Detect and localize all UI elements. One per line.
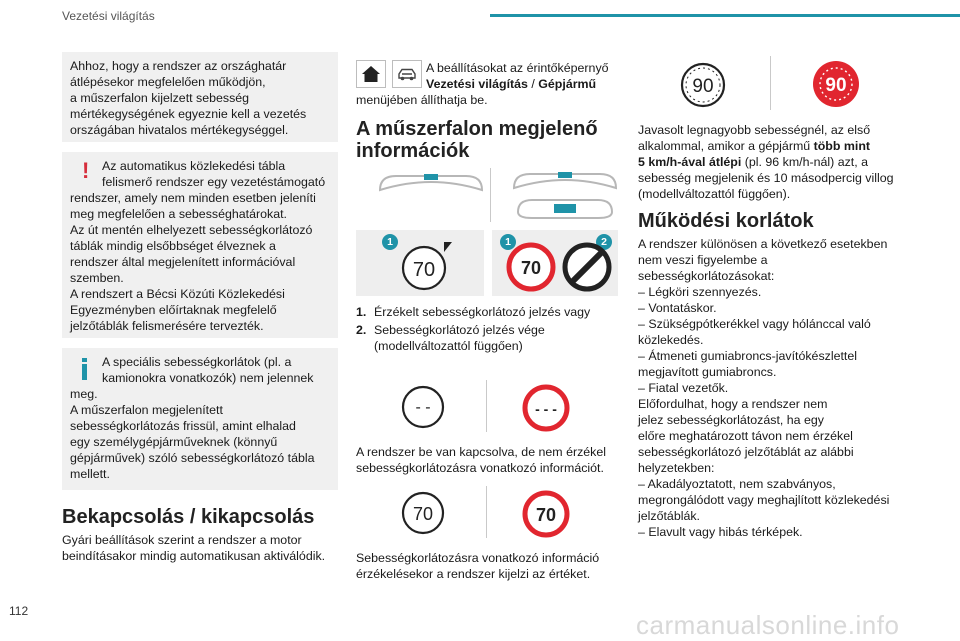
header-accent-bar — [490, 14, 960, 17]
car-icon — [392, 60, 422, 88]
speed-sign-icon — [506, 242, 556, 296]
note-box-units-text: Ahhoz, hogy a rendszer az országhatár átlépésekor megfelelően működjön, a műszerfalon kijelzett sebesség mértékegységének egyeznie kell a vezetés országában hivatalos mértékegységgel. — [70, 59, 307, 137]
vertical-divider — [486, 486, 487, 538]
svg-text:70: 70 — [535, 505, 557, 525]
speed-sign-icon — [522, 384, 570, 436]
list-item: 2. Sebességkorlátozó jelzés vége (modellváltozattól függően) — [356, 323, 545, 353]
speed-sign-icon — [400, 490, 446, 540]
home-icon — [356, 60, 386, 88]
vertical-divider — [486, 380, 487, 432]
svg-text:70: 70 — [412, 259, 436, 281]
end-of-limit-icon — [562, 242, 612, 296]
heading-on-off: Bekapcsolás / kikapcsolás — [62, 506, 315, 528]
running-head: Vezetési világítás — [62, 9, 155, 23]
dashboard-icon — [376, 170, 486, 202]
svg-text:70: 70 — [520, 258, 542, 278]
badge-2: 2 — [596, 234, 612, 250]
vertical-divider — [770, 56, 771, 110]
legend-list — [356, 304, 618, 356]
speed-sign-icon — [400, 238, 456, 298]
info-text-first: A speciális sebességkorlátok (pl. a kamionokra vonatkozók) nem jelennek — [102, 355, 314, 385]
warning-exclamation-icon: ! — [82, 158, 90, 183]
list-item: 1. Érzékelt sebességkorlátozó jelzés vagy — [356, 305, 591, 319]
paragraph-info: Sebességkorlátozásra vonatkozó információ érzékelésekor a rendszer kijelzi az értéket. — [356, 551, 600, 581]
warning-text-rest: rendszer, amely nem minden esetben jeleníti meg megfelelően a sebességhatárokat. Az út mentén elhelyezett sebességkorlátozó táblák mindig elsőbbséget élveznek a rendszer által megjelenített információval szemben. A rendszert a Bécsi Közúti Közlekedési Egyezményben előírtaknak megfelelő jelzőtáblák felismerésére tervezték. — [70, 191, 316, 333]
info-box — [62, 348, 338, 490]
paragraph-suggested-speed: Javasolt legnagyobb sebességnél, az első alkalommal, amikor a gépjármű több mint 5 km/h-ával átlépi (pl. 96 km/h-nál) azt, a sebesség megjelenik és 10 másodpercig villog (modellváltozattól függően). — [638, 123, 894, 201]
speed-sign-icon — [810, 58, 862, 114]
speed-sign-icon — [678, 60, 728, 114]
warning-text-first: Az automatikus közlekedési tábla felismerő rendszer egy vezetéstámogató — [102, 159, 326, 189]
watermark: carmanualsonline.info — [636, 610, 900, 640]
svg-text:70: 70 — [412, 504, 434, 524]
settings-text-2: menüjében állíthatja be. — [356, 93, 488, 107]
info-icon — [82, 358, 88, 380]
speed-sign-icon — [522, 490, 570, 542]
info-text-rest: meg. A műszerfalon megjelenített sebességkorlátozás frissül, amint elhalad egy személygépjárműveknek (könnyű gépjárművek) szóló sebességkorlátozó tábla mellett. — [70, 387, 315, 481]
svg-text:- - -: - - - — [535, 401, 557, 417]
paragraph-on-off: Gyári beállítások szerint a rendszer a motor beindításakor mindig automatikusan aktiválódik. — [62, 533, 326, 563]
svg-text:90: 90 — [825, 75, 847, 96]
note-box-units — [62, 52, 338, 142]
heading-display-info: A műszerfalon megjelenő információk — [356, 118, 598, 162]
vertical-divider — [490, 168, 491, 222]
speed-sign-icon — [400, 384, 446, 434]
heading-limits: Működési korlátok — [638, 210, 814, 232]
dashboard-icon — [510, 168, 620, 228]
paragraph-no-info: A rendszer be van kapcsolva, de nem érzékel sebességkorlátozásra vonatkozó információt. — [356, 445, 607, 475]
badge-1: 1 — [382, 234, 398, 250]
svg-text:- -: - - — [415, 399, 431, 416]
badge-1: 1 — [500, 234, 516, 250]
paragraph-limits: A rendszer különösen a következő esetekben nem veszi figyelembe a sebességkorlátozásokat: – Légköri szennyezés. – Vontatáskor. – Szükségpótkerékkel vagy hólánccal való közlekedés. – Átmeneti gumiabroncs-javítókészlettel megjavított gumiabroncs. – Fiatal vezetők. Előfordulhat, hogy a rendszer nem jelez sebességkorlátozást, ha egy előre meghatározott távon nem érzékel sebességkorlátozó jelzőtáblát az alábbi helyzetekben: – Akadályoztatott, nem szabványos, megrongálódott vagy meghajlított közlekedési jelzőtáblák. – Elavult vagy hibás térképek. — [638, 237, 890, 539]
svg-text:90: 90 — [692, 76, 714, 97]
page-number: 112 — [9, 604, 29, 618]
settings-text: A beállításokat az érintőképernyő Vezetési világítás / Gépjármű — [426, 61, 609, 91]
warning-box — [62, 152, 338, 338]
